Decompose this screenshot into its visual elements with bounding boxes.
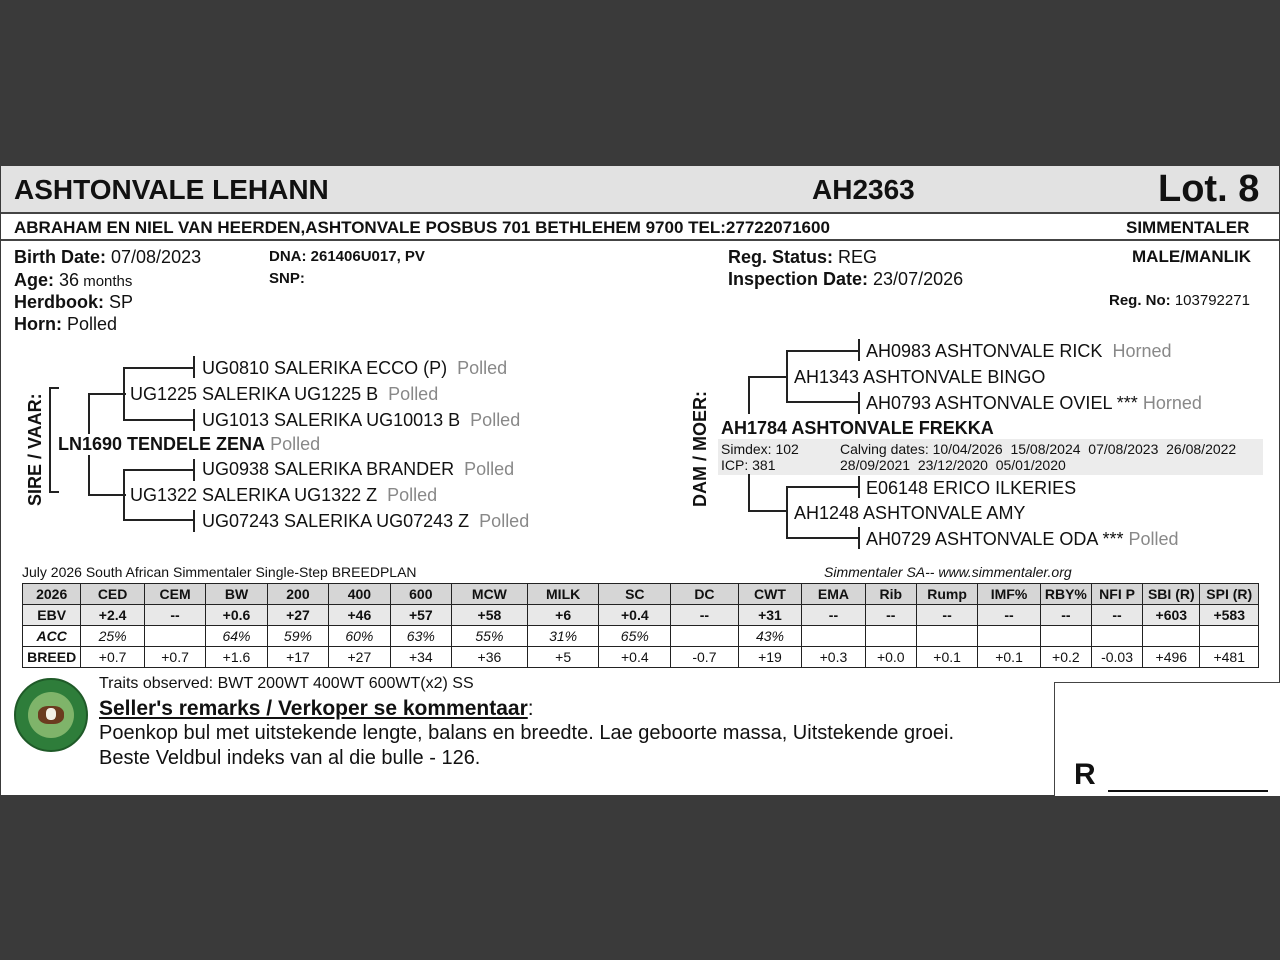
breed-average-cell: +19 bbox=[738, 647, 801, 668]
sire-side-label: SIRE / VAAR: bbox=[25, 393, 45, 506]
ebv-header-cell: Rib bbox=[865, 584, 916, 605]
ebv-header-cell: DC bbox=[671, 584, 739, 605]
accuracy-cell bbox=[1200, 626, 1259, 647]
accuracy-cell bbox=[1040, 626, 1091, 647]
ebv-value-cell: +58 bbox=[452, 605, 528, 626]
accuracy-cell bbox=[916, 626, 977, 647]
ebv-header-cell: 600 bbox=[390, 584, 451, 605]
ebv-value-cell: +2.4 bbox=[81, 605, 144, 626]
owner-info: ABRAHAM EN NIEL VAN HEERDEN,ASHTONVALE POSBUS 701 BETHLEHEM 9700 TEL:27722071600 bbox=[14, 218, 830, 237]
ebv-header-cell: SPI (R) bbox=[1200, 584, 1259, 605]
accuracy-cell: 31% bbox=[527, 626, 599, 647]
sire-dam-dam: UG07243 SALERIKA UG07243 Z Polled bbox=[202, 511, 530, 531]
breed-average-cell: BREED bbox=[23, 647, 81, 668]
ebv-value-cell: -- bbox=[916, 605, 977, 626]
dam-sire-dam: AH0793 ASHTONVALE OVIEL *** Horned bbox=[866, 393, 1202, 413]
dam-dam: AH1248 ASHTONVALE AMY bbox=[794, 503, 1026, 523]
ebv-header-cell: EMA bbox=[802, 584, 865, 605]
reg-no: Reg. No: 103792271 bbox=[1109, 292, 1250, 309]
accuracy-cell: 65% bbox=[599, 626, 671, 647]
breed-average-cell: +0.1 bbox=[916, 647, 977, 668]
remarks-line-2: Beste Veldbul indeks van al die bulle - 126. bbox=[99, 747, 481, 769]
dam-dam-sire: E06148 ERICO ILKERIES bbox=[866, 478, 1077, 498]
dam-calving-dates: Calving dates: 10/04/2026 15/08/2024 07/08/2023 26/08/2022 bbox=[840, 441, 1237, 457]
sire-sire-sire: UG0810 SALERIKA ECCO (P) Polled bbox=[202, 358, 508, 378]
accuracy-cell: ACC bbox=[23, 626, 81, 647]
owner-bar bbox=[1, 214, 1279, 241]
breed-average-cell: +0.1 bbox=[978, 647, 1040, 668]
horn: Horn: Polled bbox=[14, 314, 118, 334]
breed-average-cell: +36 bbox=[452, 647, 528, 668]
dam-sire-sire: AH0983 ASHTONVALE RICK Horned bbox=[866, 341, 1172, 361]
accuracy-cell bbox=[671, 626, 739, 647]
breed-average-cell: +27 bbox=[329, 647, 390, 668]
accuracy-cell: 25% bbox=[81, 626, 144, 647]
lot-card bbox=[1, 166, 1279, 795]
breed-average-cell: -0.7 bbox=[671, 647, 739, 668]
ebv-value-cell: -- bbox=[1091, 605, 1142, 626]
title-bar bbox=[1, 166, 1279, 214]
breedplan-caption: July 2026 South African Simmentaler Single-Step BREEDPLAN bbox=[22, 564, 417, 580]
ebv-header-cell: MILK bbox=[527, 584, 599, 605]
animal-name: ASHTONVALE LEHANN bbox=[14, 174, 329, 205]
accuracy-cell: 59% bbox=[267, 626, 328, 647]
simmentaler-sa-logo bbox=[14, 678, 88, 752]
dam-dam-dam: AH0729 ASHTONVALE ODA *** Polled bbox=[866, 529, 1179, 549]
ebv-header-cell: SC bbox=[599, 584, 671, 605]
traits-observed: Traits observed: BWT 200WT 400WT 600WT(x2) SS bbox=[99, 675, 474, 692]
breed-average-cell: +0.7 bbox=[81, 647, 144, 668]
breed-average-cell: +0.0 bbox=[865, 647, 916, 668]
ebv-table bbox=[22, 583, 1259, 668]
ebv-header-row bbox=[23, 584, 1259, 605]
ebv-value-cell: +603 bbox=[1143, 605, 1200, 626]
reg-status: Reg. Status: REG bbox=[728, 247, 878, 267]
ebv-header-cell: NFI P bbox=[1091, 584, 1142, 605]
ebv-value-cell: -- bbox=[802, 605, 865, 626]
sex: MALE/MANLIK bbox=[1132, 247, 1251, 266]
ebv-header-cell: SBI (R) bbox=[1143, 584, 1200, 605]
ebv-value-cell: +583 bbox=[1200, 605, 1259, 626]
bid-amount-line[interactable] bbox=[1108, 790, 1268, 792]
breedplan-website: Simmentaler SA-- www.simmentaler.org bbox=[824, 564, 1072, 580]
dam-icp: ICP: 381 bbox=[721, 457, 776, 473]
ebv-value-cell: -- bbox=[1040, 605, 1091, 626]
breed-average-cell: +5 bbox=[527, 647, 599, 668]
remarks-heading: Seller's remarks / Verkoper se kommentaar: bbox=[99, 697, 534, 720]
ebv-value-cell: +31 bbox=[738, 605, 801, 626]
sire-dam: UG1322 SALERIKA UG1322 Z Polled bbox=[130, 485, 438, 505]
ebv-value-cell: +6 bbox=[527, 605, 599, 626]
birth-date: Birth Date: 07/08/2023 bbox=[14, 247, 202, 267]
ebv-value-cell: -- bbox=[978, 605, 1040, 626]
rand-symbol: R bbox=[1074, 758, 1096, 791]
ebv-header-cell: BW bbox=[206, 584, 267, 605]
breed-name: SIMMENTALER bbox=[1126, 218, 1250, 237]
sire-sire-dam: UG1013 SALERIKA UG10013 B Polled bbox=[202, 410, 521, 430]
ebv-header-cell: 200 bbox=[267, 584, 328, 605]
ebv-value-cell: -- bbox=[144, 605, 205, 626]
accuracy-cell: 55% bbox=[452, 626, 528, 647]
sire-bracket bbox=[49, 387, 51, 493]
breed-average-cell: +0.7 bbox=[144, 647, 205, 668]
breed-average-cell: +17 bbox=[267, 647, 328, 668]
remarks-line-1: Poenkop bul met uitstekende lengte, balans en breedte. Lae geboorte massa, Uitstekende groei. bbox=[99, 722, 955, 744]
accuracy-cell bbox=[144, 626, 205, 647]
sire-dam-sire: UG0938 SALERIKA BRANDER Polled bbox=[202, 459, 515, 479]
sire-name: LN1690 TENDELE ZENA Polled bbox=[58, 434, 321, 454]
breed-average-cell: -0.03 bbox=[1091, 647, 1142, 668]
breed-average-cell: +0.3 bbox=[802, 647, 865, 668]
ebv-header-cell: CEM bbox=[144, 584, 205, 605]
dam-simdex: Simdex: 102 bbox=[721, 441, 799, 457]
accuracy-cell bbox=[865, 626, 916, 647]
dna: DNA: 261406U017, PV bbox=[269, 248, 425, 265]
ebv-header-cell: 2026 bbox=[23, 584, 81, 605]
snp: SNP: bbox=[269, 270, 305, 287]
ebv-value-cell: EBV bbox=[23, 605, 81, 626]
ebv-header-cell: Rump bbox=[916, 584, 977, 605]
breed-average-cell: +481 bbox=[1200, 647, 1259, 668]
ebv-value-cell: +27 bbox=[267, 605, 328, 626]
ebv-value-cell: +0.4 bbox=[599, 605, 671, 626]
breed-average-row bbox=[23, 647, 1259, 668]
accuracy-cell bbox=[1143, 626, 1200, 647]
ebv-value-cell: +0.6 bbox=[206, 605, 267, 626]
accuracy-cell: 63% bbox=[390, 626, 451, 647]
ebv-value-cell: -- bbox=[671, 605, 739, 626]
breed-average-cell: +1.6 bbox=[206, 647, 267, 668]
accuracy-cell: 64% bbox=[206, 626, 267, 647]
inspection-date: Inspection Date: 23/07/2026 bbox=[728, 269, 964, 289]
ebv-value-cell: -- bbox=[865, 605, 916, 626]
ebv-header-cell: IMF% bbox=[978, 584, 1040, 605]
herdbook: Herdbook: SP bbox=[14, 292, 134, 312]
ebv-header-cell: 400 bbox=[329, 584, 390, 605]
ebv-values-row bbox=[23, 605, 1259, 626]
accuracy-cell: 60% bbox=[329, 626, 390, 647]
ebv-header-cell: RBY% bbox=[1040, 584, 1091, 605]
breed-average-cell: +496 bbox=[1143, 647, 1200, 668]
accuracy-row bbox=[23, 626, 1259, 647]
age: Age: 36 months bbox=[14, 270, 133, 290]
dam-calving-dates-cont: 28/09/2021 23/12/2020 05/01/2020 bbox=[840, 457, 1066, 473]
dam-sire: AH1343 ASHTONVALE BINGO bbox=[794, 367, 1046, 387]
ebv-value-cell: +57 bbox=[390, 605, 451, 626]
dam-name: AH1784 ASHTONVALE FREKKA bbox=[721, 418, 994, 438]
accuracy-cell bbox=[978, 626, 1040, 647]
lot-number: Lot. 8 bbox=[1158, 168, 1260, 210]
dam-side-label: DAM / MOER: bbox=[690, 391, 710, 507]
ebv-header-cell: MCW bbox=[452, 584, 528, 605]
breed-average-cell: +0.2 bbox=[1040, 647, 1091, 668]
breed-average-cell: +0.4 bbox=[599, 647, 671, 668]
animal-id: AH2363 bbox=[812, 174, 915, 205]
accuracy-cell: 43% bbox=[738, 626, 801, 647]
ebv-header-cell: CWT bbox=[738, 584, 801, 605]
accuracy-cell bbox=[802, 626, 865, 647]
accuracy-cell bbox=[1091, 626, 1142, 647]
breed-average-cell: +34 bbox=[390, 647, 451, 668]
ebv-header-cell: CED bbox=[81, 584, 144, 605]
ebv-value-cell: +46 bbox=[329, 605, 390, 626]
sire-sire: UG1225 SALERIKA UG1225 B Polled bbox=[130, 384, 439, 404]
